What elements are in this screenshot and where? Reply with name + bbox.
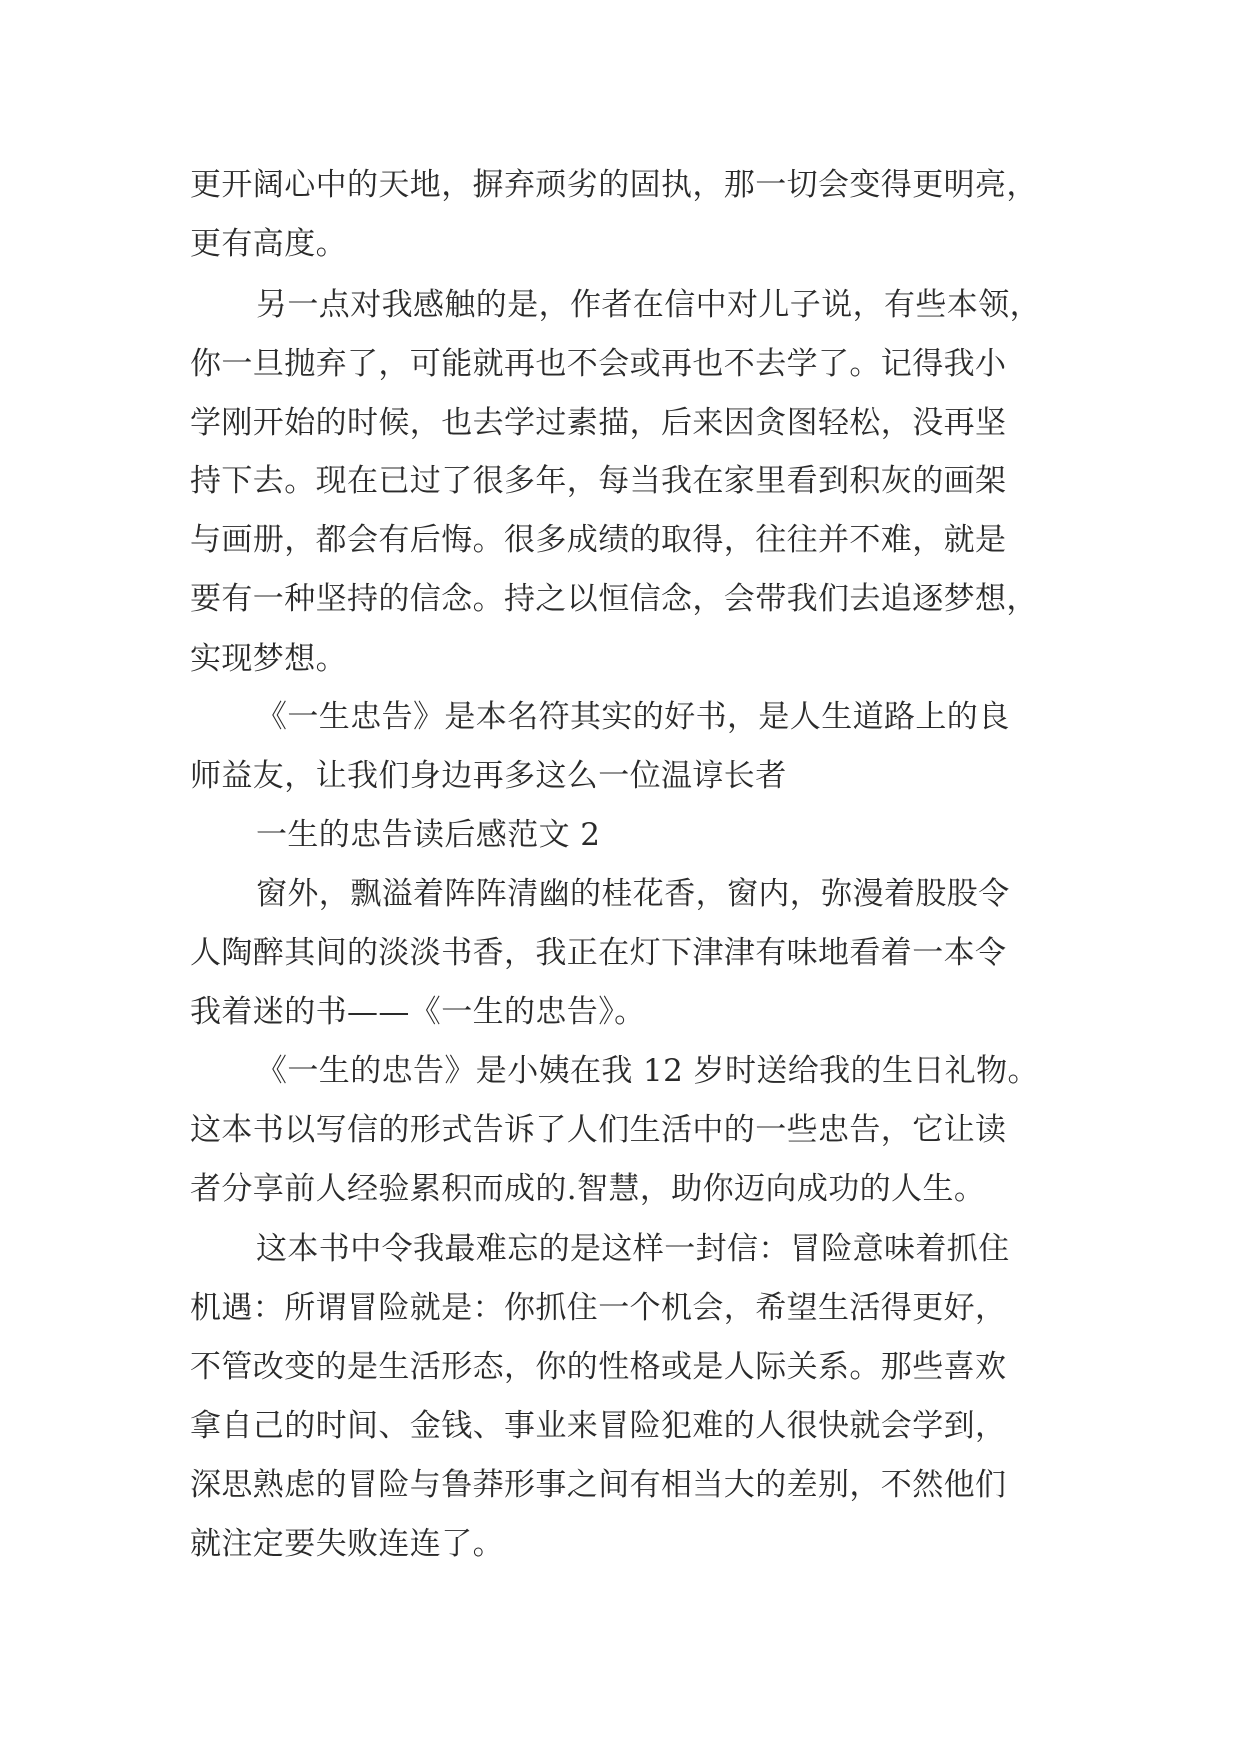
body-text-line: 与画册，都会有后悔。很多成绩的取得，往往并不难，就是 — [190, 522, 1007, 558]
body-text-line: 机遇：所谓冒险就是：你抓住一个机会，希望生活得更好， — [190, 1290, 1007, 1326]
body-text-line: 更有高度。 — [190, 226, 347, 262]
body-text-line: 人陶醉其间的淡淡书香，我正在灯下津津有味地看着一本令 — [190, 935, 1007, 971]
body-text-line: 这本书以写信的形式告诉了人们生活中的一些忠告，它让读 — [190, 1112, 1007, 1148]
body-text-line: 就注定要失败连连了。 — [190, 1526, 504, 1562]
paragraph-first-line: 《一生的忠告》是小姨在我 12 岁时送给我的生日礼物。 — [256, 1053, 1039, 1089]
body-text-line: 我着迷的书——《一生的忠告》。 — [190, 994, 646, 1030]
body-text-line: 拿自己的时间、金钱、事业来冒险犯难的人很快就会学到， — [190, 1408, 1007, 1444]
body-text-line: 你一旦抛弃了，可能就再也不会或再也不去学了。记得我小 — [190, 346, 1007, 382]
body-text-line: 实现梦想。 — [190, 641, 347, 677]
paragraph-first-line: 这本书中令我最难忘的是这样一封信：冒险意味着抓住 — [256, 1231, 1010, 1267]
section-heading: 一生的忠告读后感范文 2 — [256, 817, 601, 853]
body-text-line: 不管改变的是生活形态，你的性格或是人际关系。那些喜欢 — [190, 1349, 1007, 1385]
body-text-line: 要有一种坚持的信念。持之以恒信念，会带我们去追逐梦想， — [190, 581, 1038, 617]
body-text-line: 更开阔心中的天地，摒弃顽劣的固执，那一切会变得更明亮， — [190, 167, 1038, 203]
body-text-line: 师益友，让我们身边再多这么一位温谆长者 — [190, 758, 787, 794]
paragraph-first-line: 窗外，飘溢着阵阵清幽的桂花香，窗内，弥漫着股股令 — [256, 876, 1010, 912]
paragraph-first-line: 《一生忠告》是本名符其实的好书，是人生道路上的良 — [256, 699, 1010, 735]
paragraph-first-line: 另一点对我感触的是，作者在信中对儿子说，有些本领， — [256, 287, 1041, 323]
body-text-line: 深思熟虑的冒险与鲁莽形事之间有相当大的差别，不然他们 — [190, 1467, 1007, 1503]
body-text-line: 学刚开始的时候，也去学过素描，后来因贪图轻松，没再坚 — [190, 405, 1007, 441]
body-text-line: 者分享前人经验累积而成的.智慧，助你迈向成功的人生。 — [190, 1171, 986, 1207]
body-text-line: 持下去。现在已过了很多年，每当我在家里看到积灰的画架 — [190, 463, 1007, 499]
